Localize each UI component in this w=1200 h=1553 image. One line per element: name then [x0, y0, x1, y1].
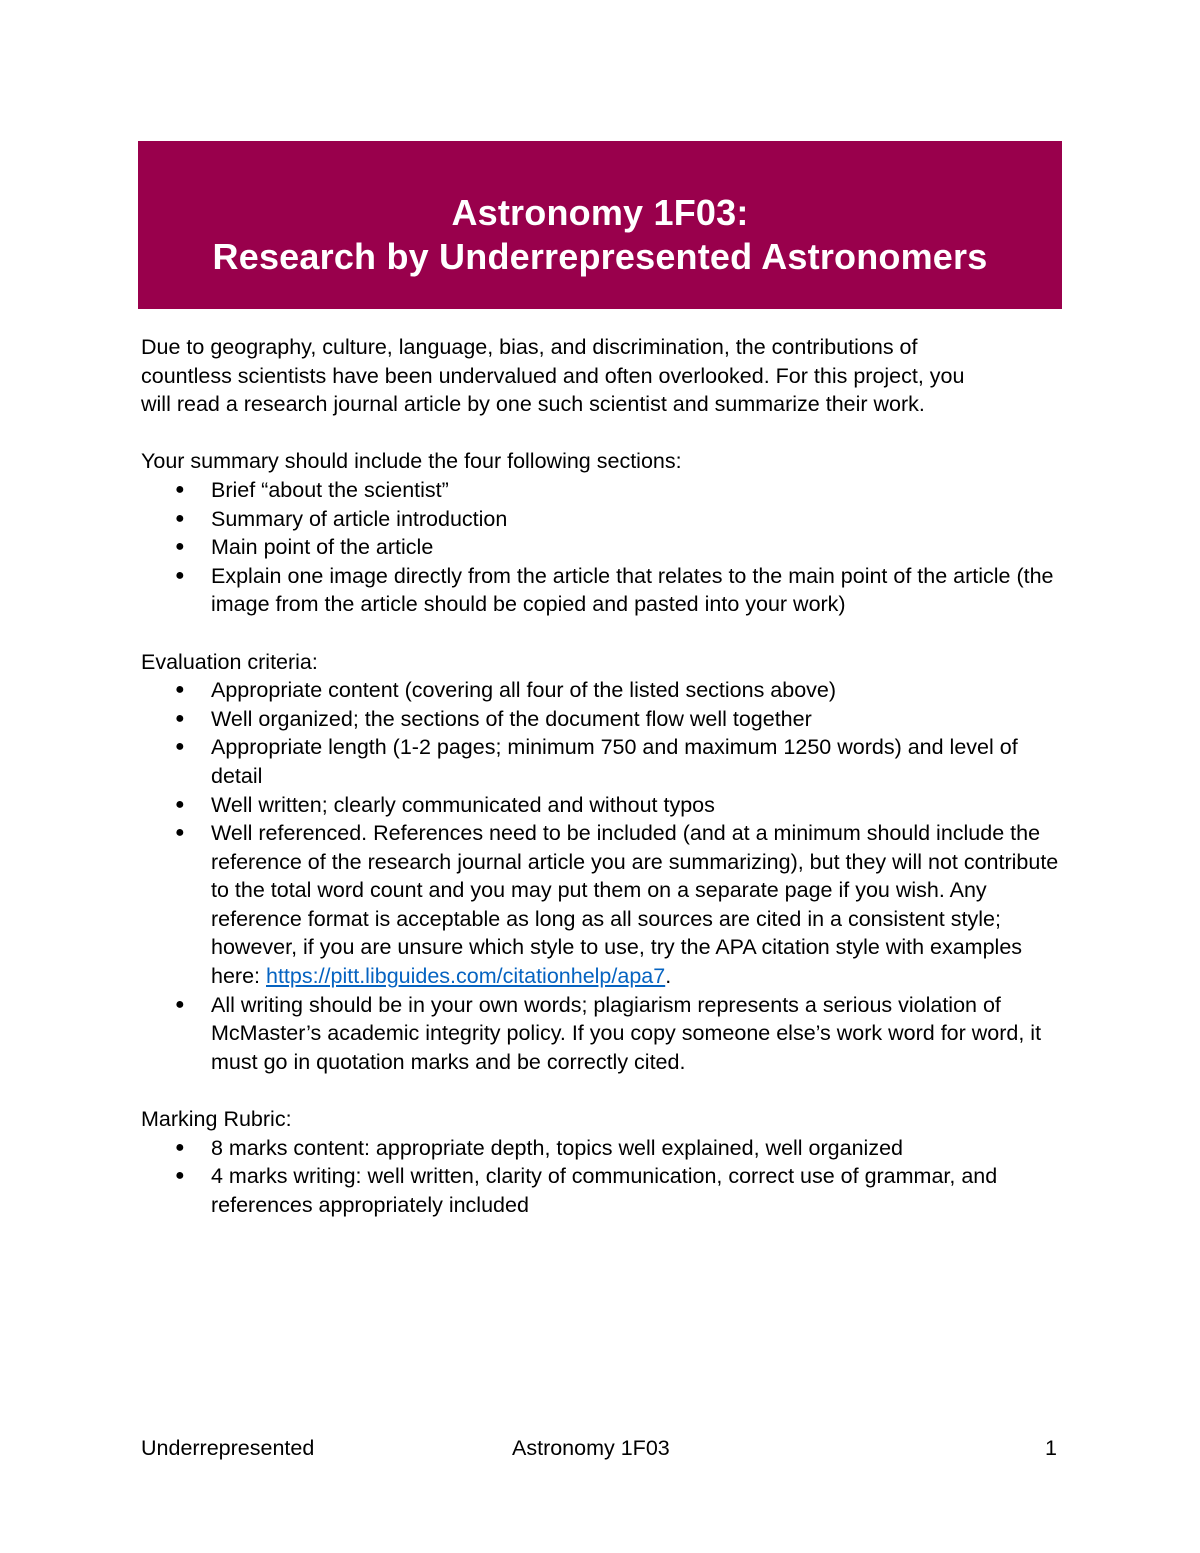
document-body: [141, 333, 1061, 1219]
bullet-icon: ●: [175, 738, 185, 756]
list-item-text: Summary of article introduction: [211, 506, 508, 531]
list-item-plagiarism: [141, 991, 1061, 1077]
intro-line: Due to geography, culture, language, bias, and discrimination, the contributions of: [141, 335, 918, 359]
title-line-1: Astronomy 1F03:: [451, 192, 749, 233]
bullet-icon: ●: [175, 509, 185, 527]
spacer: [141, 1076, 1061, 1105]
list-item: [141, 705, 1061, 734]
list-item-text: Appropriate length (1-2 pages; minimum 750 and maximum 1250 words) and level of detail: [211, 735, 1018, 788]
summary-sections-list: [141, 476, 1061, 619]
list-item-references: [141, 819, 1061, 991]
list-item-text: Well referenced. References need to be included (and at a minimum should include the reference of the research journal article you are summarizing), but they will not contribute to the total word count and you may put them on a separate page if you wish. Any reference format is acceptable as long as all sources are cited in a consistent style; however, if you are unsure which style to use, try the APA citation style with examples here:: [211, 821, 1059, 989]
list-item-text: Well organized; the sections of the document flow well together: [211, 706, 812, 731]
bullet-icon: ●: [175, 538, 185, 556]
bullet-icon: ●: [175, 824, 185, 842]
footer-left-text: Underrepresented: [141, 1436, 315, 1460]
bullet-icon: ●: [175, 795, 185, 813]
list-item-text: 4 marks writing: well written, clarity of communication, correct use of grammar, and references appropriately included: [211, 1164, 998, 1217]
intro-line: will read a research journal article by one such scientist and summarize their work.: [141, 392, 925, 417]
page-footer: [141, 1434, 1061, 1464]
list-item: [141, 505, 1061, 534]
list-item: [141, 1134, 1061, 1163]
intro-paragraph: [141, 333, 1061, 419]
apa-citation-link[interactable]: https://pitt.libguides.com/citationhelp/apa7: [266, 964, 666, 989]
list-item-text: Brief “about the scientist”: [211, 477, 449, 502]
list-item-text: Explain one image directly from the article that relates to the main point of the article (the image from the article should be copied and pasted into your work): [211, 563, 1054, 617]
bullet-icon: ●: [175, 681, 185, 699]
list-item: [141, 676, 1061, 705]
list-item-text: 8 marks content: appropriate depth, topics well explained, well organized: [211, 1135, 903, 1160]
evaluation-criteria-list: [141, 676, 1061, 1076]
bullet-icon: ●: [175, 480, 185, 498]
evaluation-heading: Evaluation criteria:: [141, 649, 318, 674]
title-line-2: Research by Underrepresented Astronomers: [212, 236, 988, 277]
list-item: [141, 533, 1061, 562]
list-item: [141, 791, 1061, 820]
rubric-heading: Marking Rubric:: [141, 1107, 292, 1132]
list-item-text: Appropriate content (covering all four of the listed sections above): [211, 678, 837, 703]
list-item-text: Main point of the article: [211, 535, 434, 560]
title-banner: [138, 141, 1062, 309]
list-item: [141, 1162, 1061, 1219]
marking-rubric-list: [141, 1134, 1061, 1220]
list-item: [141, 476, 1061, 505]
spacer: [141, 619, 1061, 648]
bullet-icon: ●: [175, 709, 185, 727]
list-item-text: Well written; clearly communicated and without typos: [211, 792, 715, 817]
footer-center-text: Astronomy 1F03: [512, 1436, 670, 1460]
bullet-icon: ●: [175, 995, 185, 1013]
list-item: [141, 562, 1061, 619]
list-item-text: All writing should be in your own words; plagiarism represents a serious violation of McMaster’s academic integrity policy. If you copy someone else’s work word for word, it must go in quotation marks and be correctly cited.: [211, 992, 1042, 1074]
summary-heading: Your summary should include the four following sections:: [141, 449, 682, 474]
spacer: [141, 419, 1061, 448]
link-suffix: .: [665, 964, 672, 989]
bullet-icon: ●: [175, 566, 185, 584]
bullet-icon: ●: [175, 1167, 185, 1185]
page-number: 1: [1045, 1436, 1057, 1460]
bullet-icon: ●: [175, 1138, 185, 1156]
list-item: [141, 733, 1061, 790]
intro-line: countless scientists have been undervalued and often overlooked. For this project, you: [141, 363, 965, 388]
